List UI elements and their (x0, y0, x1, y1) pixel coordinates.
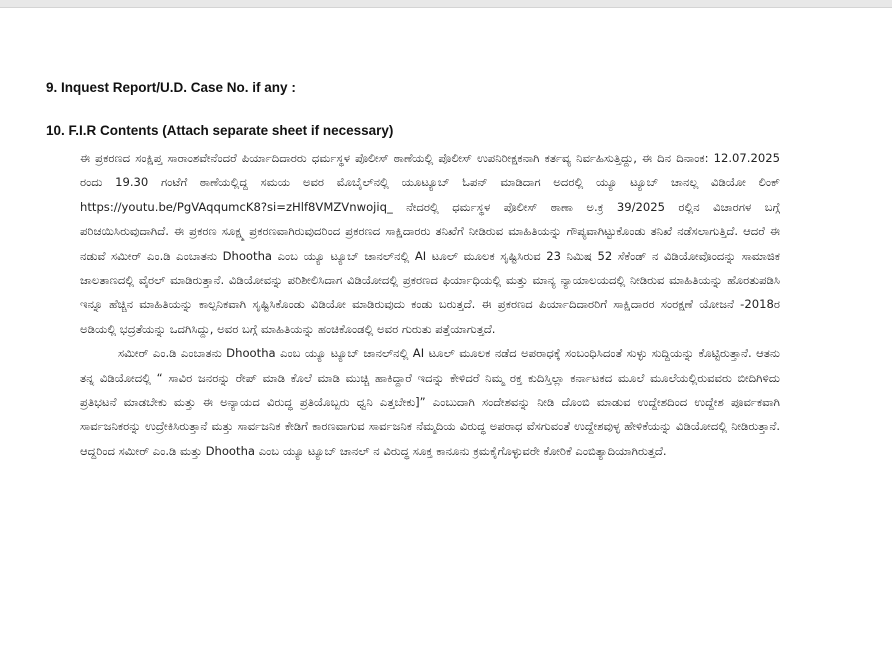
fir-contents-body (80, 146, 780, 463)
section-9-heading (46, 80, 296, 95)
fir-paragraph-1: ಈ ಪ್ರಕರಣದ ಸಂಕ್ಷಿಪ್ತ ಸಾರಾಂಶವೇನೆಂದರೆ ಪಿರ್ಯಾದಿದಾರರು ಧರ್ಮಸ್ಥಳ ಪೊಲೀಸ್ ಠಾಣೆಯಲ್ಲಿ ಪೊಲೀಸ್ ಉಪನಿರೀಕ್ಷಕನಾಗಿ ಕರ್ತವ್ಯ ನಿರ್ವಹಿಸುತ್ತಿದ್ದು, ಈ ದಿನ ದಿನಾಂಕ: 12.07.2025 ರಂದು 19.30 ಗಂಟೆಗೆ ಠಾಣೆಯಲ್ಲಿದ್ದ ಸಮಯ ಅವರ ಮೊಬೈಲ್‌ನಲ್ಲಿ ಯೂಟ್ಯೂಬ್ ಓಪನ್ ಮಾಡಿದಾಗ ಅದರಲ್ಲಿ ಯ್ಯೂ ಟ್ಯೂಬ್ ಚಾನಲ್ಲ ವಿಡಿಯೋ ಲಿಂಕ್ https://youtu.be/PgVAqqumcK8?si=zHlf8VMZVnwojiq_ ನೇದರಲ್ಲಿ ಧರ್ಮಸ್ಥಳ ಪೊಲೀಸ್ ಠಾಣಾ ಅ.ಕ್ರ 39/2025 ರಲ್ಲಿನ ವಿಚಾರಗಳ ಬಗ್ಗೆ ಪರಿಚಯಿಸಿರುವುದಾಗಿದೆ. ಈ ಪ್ರಕರಣ ಸೂಕ್ಷ್ಮ ಪ್ರಕರಣವಾಗಿರುವುದರಿಂದ ಪ್ರಕರಣದ ಸಾಕ್ಷಿದಾರರು ತನಿಖೆಗೆ ನೀಡಿರುವ ಮಾಹಿತಿಯನ್ನು ಗೌಪ್ಯವಾಗಿಟ್ಟುಕೊಂಡು ತನಿಖೆ ನಡೆಸಲಾಗುತ್ತಿದೆ. ಆದರೆ ಈ ನಡುವೆ ಸಮೀರ್ ಎಂ.ಡಿ ಎಂಬಾತನು Dhootha ಎಂಬ ಯ್ಯೂ ಟ್ಯೂಬ್ ಚಾನಲ್‌ನಲ್ಲಿ AI ಟೂಲ್ ಮೂಲಕ ಸೃಷ್ಟಿಸಿರುವ 23 ನಿಮಿಷ 52 ಸೆಕೆಂಡ್ ನ ವಿಡಿಯೋವೊಂದನ್ನು ಸಾಮಾಜಿಕ ಜಾಲತಾಣದಲ್ಲಿ ವೈರಲ್ ಮಾಡಿರುತ್ತಾನೆ. ವಿಡಿಯೋವನ್ನು ಪರಿಶೀಲಿಸಿದಾಗ ವಿಡಿಯೋದಲ್ಲಿ ಪ್ರಕರಣದ ಫಿರ್ಯಾಧಿಯಲ್ಲಿ ಮತ್ತು ಮಾನ್ಯ ನ್ಯಾಯಾಲಯದಲ್ಲಿ ನೀಡಿರುವ ಮಾಹಿತಿಯನ್ನು ಹೊರತುಪಡಿಸಿ ಇನ್ನೂ ಹೆಚ್ಚಿನ ಮಾಹಿತಿಯನ್ನು ಕಾಲ್ಪನಿಕವಾಗಿ ಸೃಷ್ಟಿಸಿಕೊಂಡು ವಿಡಿಯೋ ಮಾಡಿರುವುದು ಕಂಡು ಬರುತ್ತದೆ. ಈ ಪ್ರಕರಣದ ಪಿರ್ಯಾದಿದಾರರಿಗೆ ಸಾಕ್ಷಿದಾರರ ಸಂರಕ್ಷಣೆ ಯೋಜನೆ -2018ರ ಅಡಿಯಲ್ಲಿ ಭದ್ರತೆಯನ್ನು ಒದಗಿಸಿದ್ದು, ಅವರ ಬಗ್ಗೆ ಮಾಹಿತಿಯನ್ನು ಹಂಚಿಕೊಂಡಲ್ಲಿ ಅವರ ಗುರುತು ಪತ್ತೆಯಾಗುತ್ತದೆ. (80, 151, 780, 336)
section-10-title: F.I.R Contents (Attach separate sheet if necessary) (68, 123, 394, 138)
section-9-number: 9. (46, 80, 58, 95)
section-10-number: 10. (46, 123, 65, 138)
fir-paragraph-2: ಸಮೀರ್ ಎಂ.ಡಿ ಎಂಬಾತನು Dhootha ಎಂಬ ಯ್ಯೂ ಟ್ಯೂಬ್ ಚಾನಲ್‌ನಲ್ಲಿ AI ಟೂಲ್ ಮೂಲಕ ನಡೆದ ಅಪರಾಧಕ್ಕೆ ಸಂಬಂಧಿಸಿದಂತೆ ಸುಳ್ಳು ಸುದ್ದಿಯನ್ನು ಕೊಟ್ಟಿರುತ್ತಾನೆ. ಆತನು ತನ್ನ ವಿಡಿಯೋದಲ್ಲಿ “ ಸಾವಿರ ಜನರನ್ನು ರೇಪ್ ಮಾಡಿ ಕೊಲೆ ಮಾಡಿ ಮುಚ್ಚಿ ಹಾಕಿದ್ದಾರೆ ಇದನ್ನು ಕೇಳಿದರೆ ನಿಮ್ಮ ರಕ್ತ ಕುದಿಸ್ತಿಲ್ಲಾ ಕರ್ನಾಟಕದ ಮೂಲೆ ಮೂಲೆಯಲ್ಲಿರುವವರು ಬೀದಿಗಿಳಿದು ಪ್ರತಿಭಟನೆ ಮಾಡಬೇಕು ಮತ್ತು ಈ ಅನ್ಯಾಯದ ವಿರುದ್ಧ ಪ್ರತಿಯೊಬ್ಬರು ಧ್ವನಿ ಎತ್ತಬೇಕು]” ಎಂಬುದಾಗಿ ಸಂದೇಶವನ್ನು ನೀಡಿ ದೊಂಬಿ ಮಾಡುವ ಉದ್ದೇಶದಿಂದ ಉದ್ದೇಶ ಪೂರ್ವಕವಾಗಿ ಸಾರ್ವಜನಿಕರನ್ನು ಉದ್ರೇಕಿಸಿರುತ್ತಾನೆ ಮತ್ತು ಸಾರ್ವಜನಿಕ ಕೇಡಿಗೆ ಕಾರಣವಾಗುವ ಸಾರ್ವಜನಿಕ ನೆಮ್ಮದಿಯ ವಿರುದ್ಧ ಅಪರಾಧ ವೆಸಗುವಂತೆ ಉದ್ದೇಶವುಳ್ಳ ಹೇಳಿಕೆಯನ್ನು ವಿಡಿಯೋದಲ್ಲಿ ನೀಡಿರುತ್ತಾನೆ. ಆದ್ದರಿಂದ ಸಮೀರ್ ಎಂ.ಡಿ ಮತ್ತು Dhootha ಎಂಬ ಯ್ಯೂ ಟ್ಯೂಬ್ ಚಾನಲ್ ನ ವಿರುದ್ಧ ಸೂಕ್ತ ಕಾನೂನು ಕ್ರಮಕೈಗೊಳ್ಳುವರೇ ಕೋರಿಕೆ ಎಂಬಿತ್ಯಾದಿಯಾಗಿರುತ್ತದೆ. (80, 346, 780, 458)
page-top-edge (0, 0, 892, 8)
section-9-title: Inquest Report/U.D. Case No. if any : (61, 80, 296, 95)
section-10-heading (46, 123, 393, 138)
